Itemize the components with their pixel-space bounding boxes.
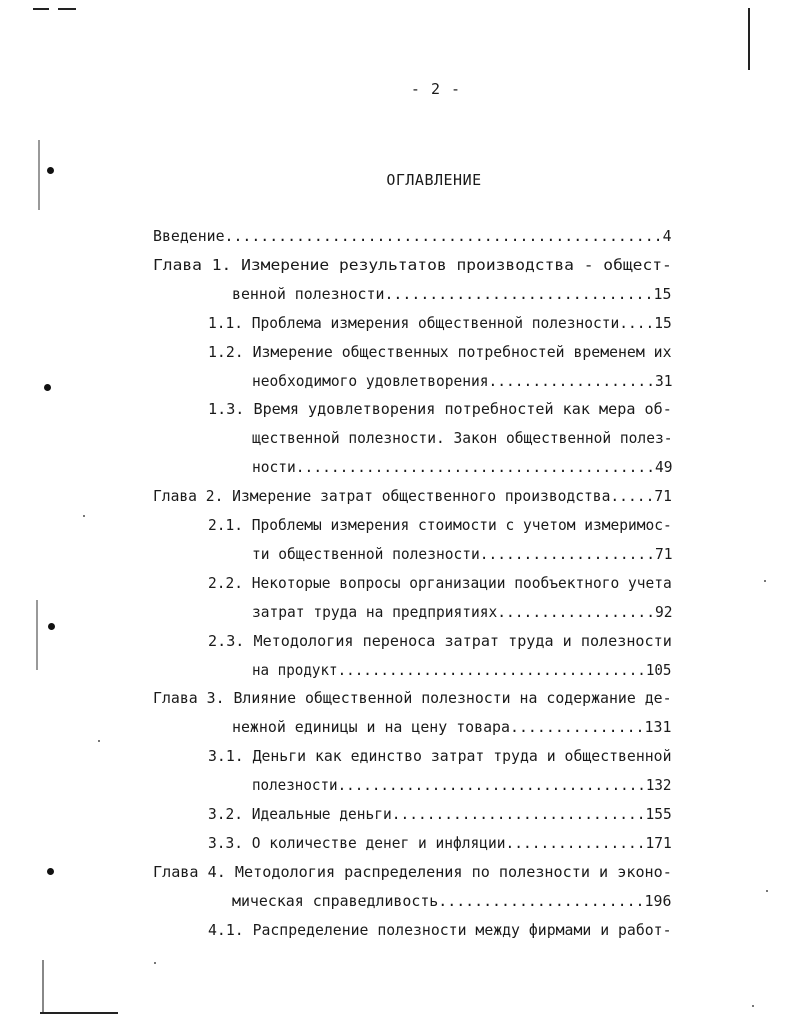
hole-punch-dot xyxy=(44,384,51,391)
hole-punch-dot xyxy=(47,167,54,174)
scan-mark xyxy=(38,140,40,210)
hole-punch-dot xyxy=(47,868,54,875)
toc-line: Глава 1. Измерение результатов производства - общест- xyxy=(153,256,672,274)
toc-line: ности.........................................49 xyxy=(252,458,673,476)
scan-mark xyxy=(42,960,44,1012)
toc-line: 2.3. Методология переноса затрат труда и полезности xyxy=(208,632,672,650)
scan-mark xyxy=(748,8,750,70)
toc-line: нежной единицы и на цену товара...............131 xyxy=(232,718,672,736)
scan-mark xyxy=(40,1012,118,1014)
toc-line: 1.2. Измерение общественных потребностей временем их xyxy=(208,343,672,361)
toc-line: ти общественной полезности....................71 xyxy=(252,545,673,563)
scan-speck xyxy=(766,890,768,892)
hole-punch-dot xyxy=(48,623,55,630)
toc-line: Глава 2. Измерение затрат общественного производства.....71 xyxy=(153,487,672,505)
toc-line: 2.2. Некоторые вопросы организации пообъектного учета xyxy=(208,574,672,592)
toc-line: 3.3. О количестве денег и инфляции................171 xyxy=(208,834,672,852)
toc-line: щественной полезности. Закон общественной полез- xyxy=(252,429,673,447)
page-number: - 2 - xyxy=(410,80,462,98)
scan-mark xyxy=(58,8,76,10)
scan-speck xyxy=(154,962,156,964)
toc-line: Глава 4. Методология распределения по полезности и эконо- xyxy=(153,863,672,881)
scan-speck xyxy=(764,580,766,582)
toc-line: затрат труда на предприятиях..................92 xyxy=(252,603,673,621)
toc-line: 1.1. Проблема измерения общественной полезности....15 xyxy=(208,314,672,332)
toc-line: на продукт....................................105 xyxy=(252,661,672,679)
toc-title: ОГЛАВЛЕНИЕ xyxy=(386,171,482,189)
toc-line: 3.1. Деньги как единство затрат труда и общественной xyxy=(208,747,672,765)
toc-line: Введение.................................................4 xyxy=(153,227,672,245)
scan-speck xyxy=(752,1005,754,1007)
scan-mark xyxy=(36,600,38,670)
toc-line: 4.1. Распределение полезности между фирмами и работ- xyxy=(208,921,672,939)
toc-line: необходимого удовлетворения...................31 xyxy=(252,372,673,390)
scan-speck xyxy=(98,740,100,742)
toc-line: 1.3. Время удовлетворения потребностей как мера об- xyxy=(208,400,672,418)
toc-line: Глава 3. Влияние общественной полезности на содержание де- xyxy=(153,689,672,707)
toc-line: полезности....................................132 xyxy=(252,776,672,794)
scan-speck xyxy=(83,515,85,517)
toc-line: 3.2. Идеальные деньги.............................155 xyxy=(208,805,672,823)
scan-mark xyxy=(33,8,49,10)
toc-line: венной полезности..............................15 xyxy=(232,285,672,303)
toc-line: 2.1. Проблемы измерения стоимости с учетом измеримос- xyxy=(208,516,672,534)
toc-line: мическая справедливость.......................196 xyxy=(232,892,672,910)
